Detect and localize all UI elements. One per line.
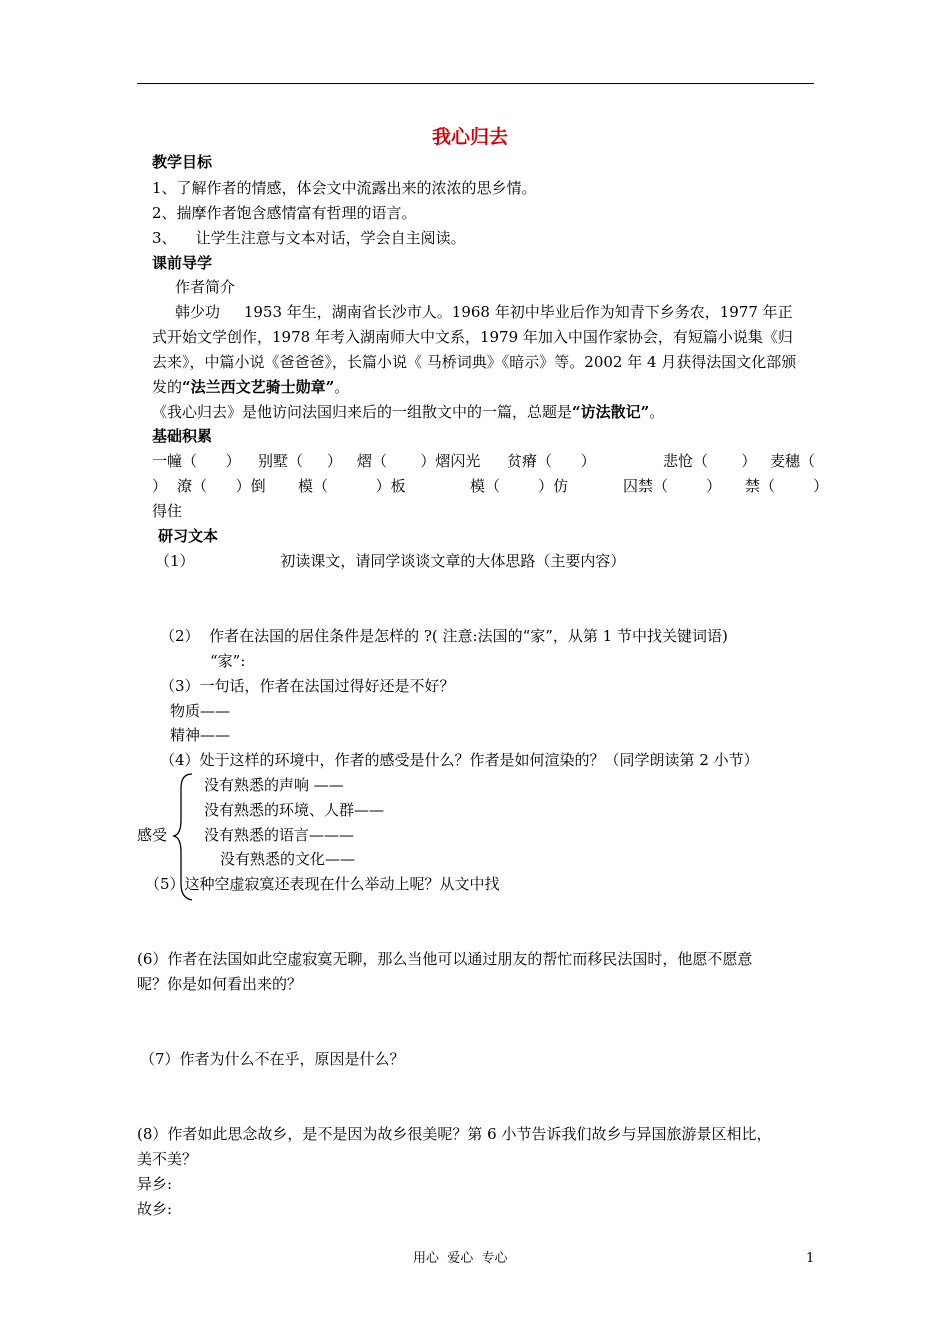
question-8: (8）作者如此思念故乡，是不是因为故乡很美呢？第 6 小节告诉我们故乡与异国旅游景区相比， (137, 1125, 772, 1143)
feeling-item: 没有熟悉的声响 —— (204, 776, 344, 794)
basics-heading: 基础积累 (152, 427, 213, 445)
question-5: （5）这种空虚寂寞还表现在什么举动上呢？从文中找 (145, 875, 500, 893)
essay-suffix: 。 (649, 403, 665, 421)
award-name: “法兰西文艺骑士勋章” (182, 378, 335, 396)
vocab-item: 得住 (152, 502, 183, 520)
essay-prefix: 《我心归去》是他访问法国归来后的一组散文中的一篇，总题是 (152, 403, 573, 421)
vocab-item: 潦（ ）倒 (177, 477, 266, 495)
header-rule (137, 83, 814, 84)
vocab-item: 模（ ）仿 (470, 477, 569, 495)
preview-heading: 课前导学 (152, 254, 213, 272)
essay-line (152, 403, 664, 421)
essay-series-title: “访法散记” (572, 403, 650, 421)
page-number: 1 (806, 1251, 815, 1266)
feeling-label: 感受 (137, 826, 168, 844)
question-6: (6）作者在法国如此空虚寂寞无聊，那么当他可以通过朋友的帮忙而移民法国时，他愿不愿意 (137, 950, 753, 968)
vocab-item: 一幢（ ） (152, 452, 241, 470)
foreign-label: 异乡: (137, 1175, 173, 1193)
vocab-item: 熠（ ）熠闪光 (357, 452, 481, 470)
objective-item: 3、 让学生注意与文本对话，学会自主阅读。 (152, 229, 466, 247)
question-2-home: “家”: (210, 652, 246, 670)
author-bio-line: 去来》，中篇小说《爸爸爸》，长篇小说《 马桥词典》《暗示》等。2002 年 4 月获得法国文化部颁 (152, 353, 797, 371)
feeling-item: 没有熟悉的文化—— (220, 850, 356, 868)
vocab-item: 模（ ）板 (298, 477, 406, 495)
question-3-spirit: 精神—— (170, 726, 231, 744)
award-prefix: 发的 (152, 378, 183, 396)
vocab-item: 麦穗（ (770, 452, 816, 470)
objectives-heading: 教学目标 (152, 153, 213, 171)
footer-motto: 用心 爱心 专心 (413, 1251, 508, 1266)
vocab-item: 贫瘠（ ） (507, 452, 596, 470)
author-intro-label: 作者简介 (175, 278, 236, 296)
question-1: （1） 初读课文，请同学谈谈文章的大体思路（主要内容） (155, 552, 626, 570)
study-heading: 研习文本 (158, 527, 219, 545)
feeling-item: 没有熟悉的环境、人群—— (204, 801, 385, 819)
vocab-item: 囚禁（ ） (623, 477, 722, 495)
question-3-material: 物质—— (170, 702, 231, 720)
question-4: （4）处于这样的环境中，作者的感受是什么？作者是如何渲染的？（同学朗读第 2 小节） (160, 751, 759, 769)
hometown-label: 故乡: (137, 1200, 173, 1218)
objective-item: 2、揣摩作者饱含感情富有哲理的语言。 (152, 204, 417, 222)
objective-item: 1、了解作者的情感，体会文中流露出来的浓浓的思乡情。 (152, 179, 537, 197)
question-7: （7）作者为什么不在乎，原因是什么？ (140, 1050, 405, 1068)
question-6-cont: 呢？你是如何看出来的？ (137, 975, 303, 993)
award-suffix: 。 (334, 378, 350, 396)
feeling-item: 没有熟悉的语言——— (204, 826, 355, 844)
vocab-item: 禁（ ） (745, 477, 829, 495)
award-line (152, 378, 349, 396)
vocab-item: ） (152, 477, 168, 495)
vocab-item: 别墅（ ） (258, 452, 342, 470)
question-2: （2） 作者在法国的居住条件是怎样的 ?( 注意:法国的“家”，从第 1 节中找关键词语) (160, 627, 728, 645)
question-8-cont: 美不美？ (137, 1150, 198, 1168)
author-bio-line: 韩少功 1953 年生，湖南省长沙市人。1968 年初中毕业后作为知青下乡务农，1977 年正 (175, 303, 793, 321)
page-title: 我心归去 (432, 126, 509, 148)
author-bio-line: 式开始文学创作，1978 年考入湖南师大中文系，1979 年加入中国作家协会，有短篇小说集《归 (152, 328, 793, 346)
vocab-item: 悲怆（ ） (663, 452, 757, 470)
question-3: （3）一句话，作者在法国过得好还是不好？ (160, 677, 455, 695)
